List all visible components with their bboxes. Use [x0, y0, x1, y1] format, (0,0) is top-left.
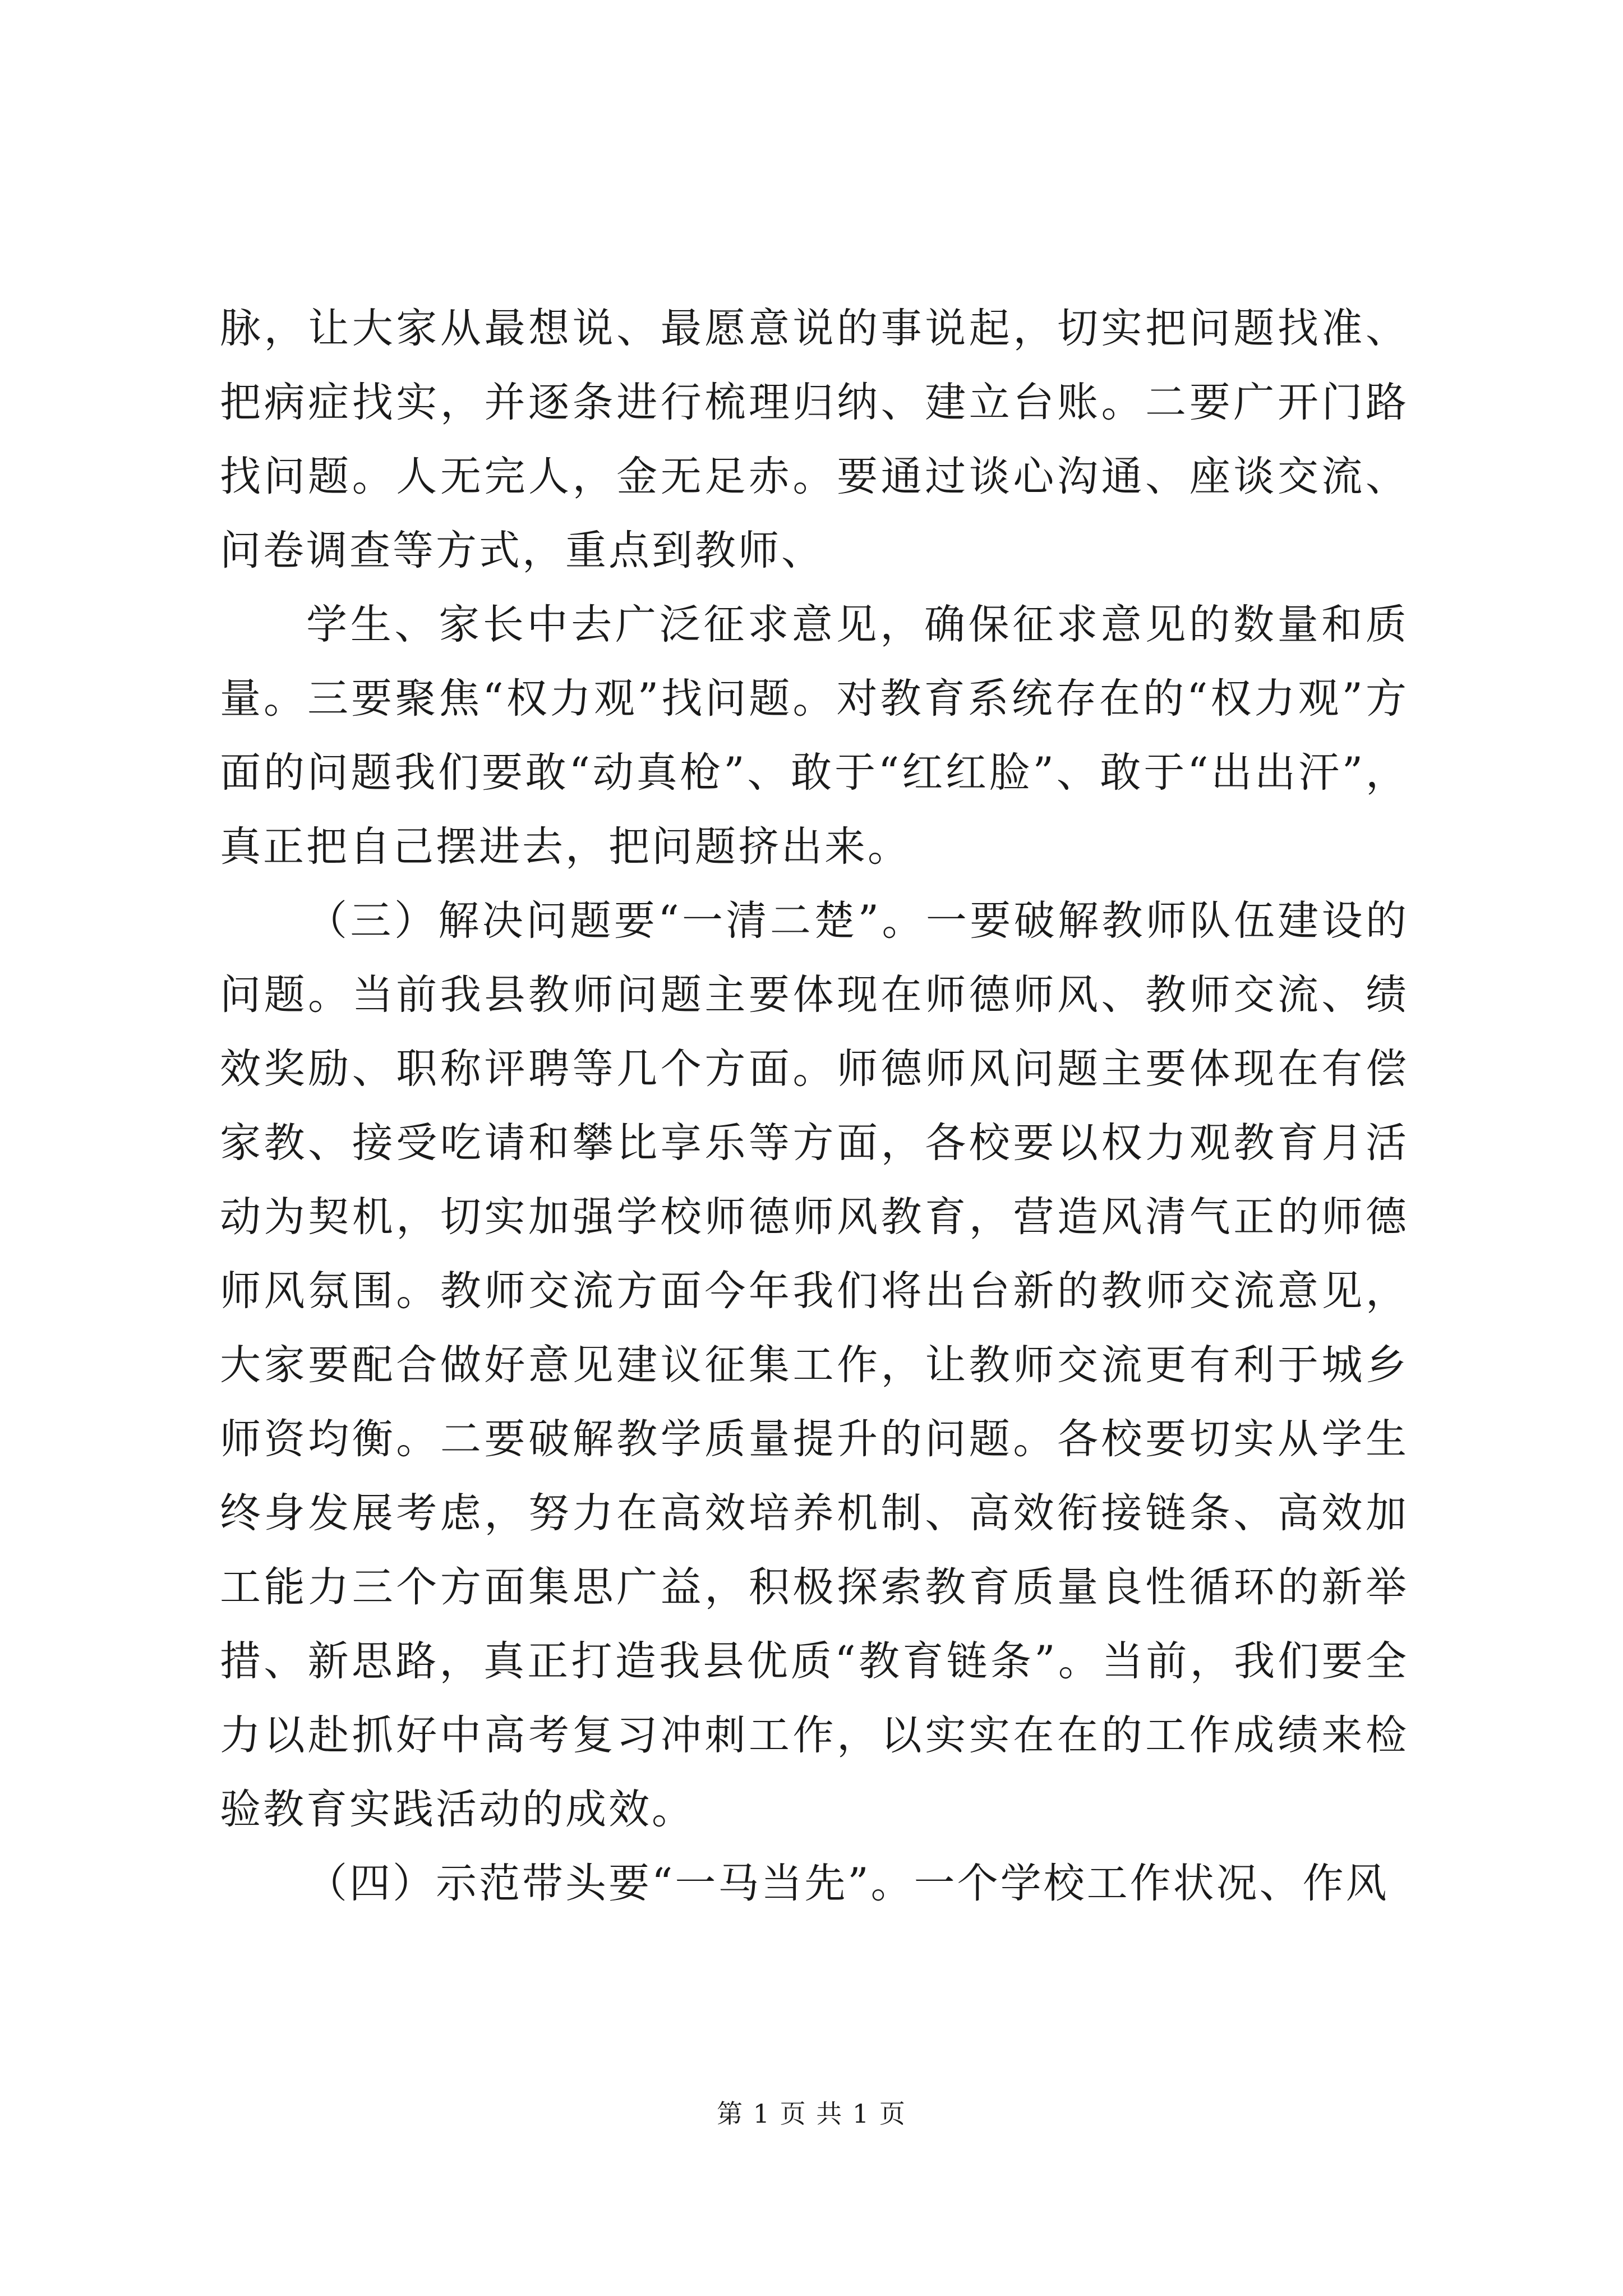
page-number-footer: 第 1 页 共 1 页 [717, 2099, 906, 2129]
paragraph-4: （四）示范带头要“一马当先”。一个学校工作状况、作风 [306, 1860, 1389, 1907]
document-body [220, 292, 1409, 1921]
paragraph-1: 脉，让大家从最想说、最愿意说的事说起，切实把问题找准、把病症找实，并逐条进行梳理归纳、建立台账。二要广开门路找问题。人无完人，金无足赤。要通过谈心沟通、座谈交流、问卷调查等方式，重点到教师、 [220, 305, 1409, 574]
paragraph-3: （三）解决问题要“一清二楚”。一要破解教师队伍建设的问题。当前我县教师问题主要体现在师德师风、教师交流、绩效奖励、职称评聘等几个方面。师德师风问题主要体现在有偿家教、接受吃请和攀比享乐等方面，各校要以权力观教育月活动为契机，切实加强学校师德师风教育，营造风清气正的师德师风氛围。教师交流方面今年我们将出台新的教师交流意见，大家要配合做好意见建议征集工作，让教师交流更有利于城乡师资均衡。二要破解教学质量提升的问题。各校要切实从学生终身发展考虑，努力在高效培养机制、高效衔接链条、高效加工能力三个方面集思广益，积极探索教育质量良性循环的新举措、新思路，真正打造我县优质“教育链条”。当前，我们要全力以赴抓好中高考复习冲刺工作，以实实在在的工作成绩来检验教育实践活动的成效。 [220, 897, 1409, 1833]
paragraph-2: 学生、家长中去广泛征求意见，确保征求意见的数量和质量。三要聚焦“权力观”找问题。对教育系统存在的“权力观”方面的问题我们要敢“动真枪”、敢于“红红脸”、敢于“出出汗”，真正把自己摆进去，把问题挤出来。 [220, 601, 1409, 871]
